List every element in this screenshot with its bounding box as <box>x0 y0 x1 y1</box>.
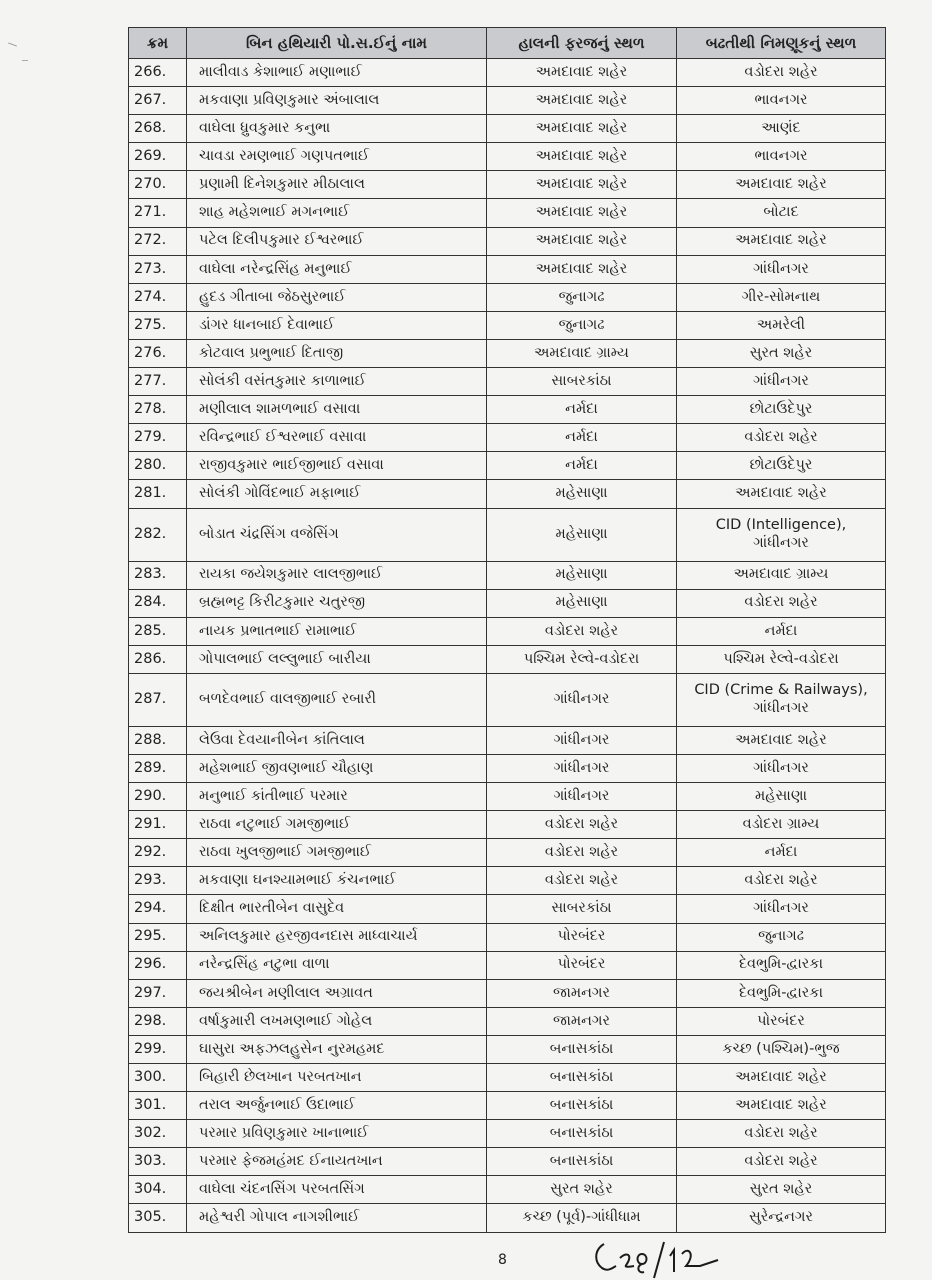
promotion-posting-cell: કચ્છ (પશ્ચિમ)-ભુજ <box>677 1035 886 1063</box>
promotion-posting-cell: મહેસાણા <box>677 783 886 811</box>
officer-name-cell: માલીવાડ કેશાભાઈ મણાભાઈ <box>187 59 487 87</box>
serial-number-cell: 290. <box>129 783 187 811</box>
promotion-posting-line: CID (Crime & Railways), <box>694 682 868 699</box>
current-posting-cell: સાબરકાંઠા <box>487 368 677 396</box>
promotion-posting-cell: અમદાવાદ શહેર <box>677 1092 886 1120</box>
officer-name-cell: બળદેવભાઈ વાલજીભાઈ રબારી <box>187 673 487 726</box>
promotion-posting-cell: વડોદરા શહેર <box>677 1148 886 1176</box>
current-posting-cell: વડોદરા શહેર <box>487 839 677 867</box>
table-row <box>129 561 886 589</box>
officer-name-cell: સોલંકી ગોવિંદભાઈ મફાભાઈ <box>187 480 487 508</box>
serial-number-cell: 289. <box>129 754 187 782</box>
promotion-posting-cell: દેવભુમિ-દ્વારકા <box>677 951 886 979</box>
promotion-posting-cell: ભાવનગર <box>677 87 886 115</box>
serial-number-cell: 282. <box>129 508 187 561</box>
table-row <box>129 452 886 480</box>
officer-name-cell: પરમાર પ્રવિણકુમાર ખાનાભાઈ <box>187 1120 487 1148</box>
officer-name-cell: ઘાસુરા અફઝલહુસેન નુરમહમદ <box>187 1035 487 1063</box>
serial-number-cell: 300. <box>129 1064 187 1092</box>
serial-number-cell: 295. <box>129 923 187 951</box>
current-posting-cell: નર્મદા <box>487 396 677 424</box>
promotion-posting-cell: અમદાવાદ ગ્રામ્ય <box>677 561 886 589</box>
serial-number-cell: 304. <box>129 1176 187 1204</box>
table-row <box>129 283 886 311</box>
table-row <box>129 1204 886 1232</box>
promotion-posting-cell: સુરેન્દ્રનગર <box>677 1204 886 1232</box>
officer-name-cell: નાયક પ્રભાતભાઈ રામાભાઈ <box>187 617 487 645</box>
officer-name-cell: સોલંકી વસંતકુમાર કાળાભાઈ <box>187 368 487 396</box>
serial-number-cell: 288. <box>129 726 187 754</box>
table-row <box>129 783 886 811</box>
table-row <box>129 923 886 951</box>
table-row <box>129 1035 886 1063</box>
table-row <box>129 368 886 396</box>
handwritten-signature <box>590 1232 730 1280</box>
table-row <box>129 895 886 923</box>
officer-name-cell: પરમાર ફેજમહંમદ ઈનાયતખાન <box>187 1148 487 1176</box>
serial-number-cell: 281. <box>129 480 187 508</box>
officer-name-cell: કોટવાલ પ્રભુભાઈ દિતાજી <box>187 339 487 367</box>
officer-name-cell: જયશ્રીબેન મણીલાલ અગ્રાવત <box>187 979 487 1007</box>
promotion-posting-cell: નર્મદા <box>677 617 886 645</box>
current-posting-cell: પશ્ચિમ રેલ્વે-વડોદરા <box>487 645 677 673</box>
officer-name-cell: પ્રણામી દિનેશકુમાર મીઠાલાલ <box>187 171 487 199</box>
officer-name-cell: મહેશભાઈ જીવણભાઈ ચૌહાણ <box>187 754 487 782</box>
current-posting-cell: ગાંધીનગર <box>487 673 677 726</box>
table-row <box>129 255 886 283</box>
table-row <box>129 645 886 673</box>
officer-name-cell: મહેશ્વરી ગોપાલ નાગશીભાઈ <box>187 1204 487 1232</box>
promotion-posting-cell: પોરબંદર <box>677 1007 886 1035</box>
table-header-row <box>129 28 886 59</box>
table-row <box>129 311 886 339</box>
serial-number-cell: 293. <box>129 867 187 895</box>
promotion-posting-cell: અમરેલી <box>677 311 886 339</box>
officer-name-cell: રાઠવા નટુભાઈ ગમજીભાઈ <box>187 811 487 839</box>
current-posting-cell: અમદાવાદ શહેર <box>487 171 677 199</box>
current-posting-cell: ગાંધીનગર <box>487 726 677 754</box>
serial-number-cell: 269. <box>129 143 187 171</box>
table-row <box>129 339 886 367</box>
serial-number-cell: 305. <box>129 1204 187 1232</box>
promotion-posting-cell: વડોદરા શહેર <box>677 1120 886 1148</box>
officer-name-cell: બિહારી છેલખાન પરબતખાન <box>187 1064 487 1092</box>
officer-name-cell: નરેન્દ્રસિંહ નટુભા વાળા <box>187 951 487 979</box>
officer-name-cell: ચાવડા રમણભાઈ ગણપતભાઈ <box>187 143 487 171</box>
serial-number-cell: 275. <box>129 311 187 339</box>
promotion-posting-cell <box>677 673 886 726</box>
serial-number-cell: 270. <box>129 171 187 199</box>
table-row <box>129 87 886 115</box>
serial-number-cell: 297. <box>129 979 187 1007</box>
promotion-posting-cell: અમદાવાદ શહેર <box>677 227 886 255</box>
promotion-posting-cell: વડોદરા શહેર <box>677 59 886 87</box>
current-posting-cell: નર્મદા <box>487 424 677 452</box>
serial-number-cell: 285. <box>129 617 187 645</box>
table-row <box>129 867 886 895</box>
officer-name-cell: અનિલકુમાર હરજીવનદાસ માધ્વાચાર્ય <box>187 923 487 951</box>
promotion-posting-cell: વડોદરા શહેર <box>677 424 886 452</box>
table-row <box>129 839 886 867</box>
current-posting-cell: સાબરકાંઠા <box>487 895 677 923</box>
serial-number-cell: 268. <box>129 115 187 143</box>
officer-name-cell: વાઘેલા ધ્રુવકુમાર કનુભા <box>187 115 487 143</box>
officer-name-cell: બોડાત ચંદ્રસિંગ વજેસિંગ <box>187 508 487 561</box>
promotion-posting-cell: છોટાઉદેપુર <box>677 452 886 480</box>
officer-name-cell: વાઘેલા ચંદનસિંગ પરબતસિંગ <box>187 1176 487 1204</box>
promotion-posting-cell: અમદાવાદ શહેર <box>677 726 886 754</box>
table-row <box>129 227 886 255</box>
current-posting-cell: અમદાવાદ શહેર <box>487 199 677 227</box>
serial-number-cell: 303. <box>129 1148 187 1176</box>
current-posting-cell: પોરબંદર <box>487 951 677 979</box>
serial-number-cell: 287. <box>129 673 187 726</box>
current-posting-cell: કચ્છ (પૂર્વ)-ગાંધીધામ <box>487 1204 677 1232</box>
serial-number-cell: 274. <box>129 283 187 311</box>
officer-name-cell: ગોપાલભાઈ લલ્લુભાઈ બારીયા <box>187 645 487 673</box>
table-body <box>129 59 886 1233</box>
table-row <box>129 1120 886 1148</box>
promotion-posting-table <box>128 27 886 1233</box>
promotion-posting-line: ગાંધીનગર <box>753 534 809 551</box>
current-posting-cell: સુરત શહેર <box>487 1176 677 1204</box>
current-posting-cell: અમદાવાદ શહેર <box>487 255 677 283</box>
table-row <box>129 673 886 726</box>
promotion-posting-cell: ભાવનગર <box>677 143 886 171</box>
promotion-posting-cell: ગાંધીનગર <box>677 255 886 283</box>
promotion-posting-cell: દેવભુમિ-દ્વારકા <box>677 979 886 1007</box>
officer-name-cell: તરાલ અર્જુનભાઈ ઉદાભાઈ <box>187 1092 487 1120</box>
current-posting-cell: વડોદરા શહેર <box>487 867 677 895</box>
promotion-posting-cell: વડોદરા ગ્રામ્ય <box>677 811 886 839</box>
promotion-posting-cell: આણંદ <box>677 115 886 143</box>
scan-mark <box>22 60 28 61</box>
header-promotion-posting: બઢતીથી નિમણૂકનું સ્થળ <box>677 28 886 59</box>
officer-name-cell: રવિન્દ્રભાઈ ઈશ્વરભાઈ વસાવા <box>187 424 487 452</box>
promotion-posting-cell: સુરત શહેર <box>677 1176 886 1204</box>
serial-number-cell: 280. <box>129 452 187 480</box>
table-row <box>129 1148 886 1176</box>
serial-number-cell: 272. <box>129 227 187 255</box>
current-posting-cell: બનાસકાંઠા <box>487 1120 677 1148</box>
officer-name-cell: રાઠવા ખુલજીભાઈ ગમજીભાઈ <box>187 839 487 867</box>
officer-name-cell: વાઘેલા નરેન્દ્રસિંહ મનુભાઈ <box>187 255 487 283</box>
serial-number-cell: 271. <box>129 199 187 227</box>
promotion-posting-cell: ગીર-સોમનાથ <box>677 283 886 311</box>
current-posting-cell: વડોદરા શહેર <box>487 617 677 645</box>
current-posting-cell: વડોદરા શહેર <box>487 811 677 839</box>
current-posting-cell: બનાસકાંઠા <box>487 1148 677 1176</box>
table-row <box>129 726 886 754</box>
page-number: 8 <box>498 1252 507 1268</box>
current-posting-cell: અમદાવાદ ગ્રામ્ય <box>487 339 677 367</box>
table-row <box>129 617 886 645</box>
serial-number-cell: 266. <box>129 59 187 87</box>
serial-number-cell: 284. <box>129 589 187 617</box>
promotion-posting-cell: અમદાવાદ શહેર <box>677 171 886 199</box>
current-posting-cell: ગાંધીનગર <box>487 783 677 811</box>
header-current-posting: હાલની ફરજનું સ્થળ <box>487 28 677 59</box>
serial-number-cell: 301. <box>129 1092 187 1120</box>
serial-number-cell: 286. <box>129 645 187 673</box>
officer-name-cell: પટેલ દિલીપકુમાર ઈશ્વરભાઈ <box>187 227 487 255</box>
promotion-posting-cell: ગાંધીનગર <box>677 754 886 782</box>
current-posting-cell: બનાસકાંઠા <box>487 1092 677 1120</box>
table-row <box>129 951 886 979</box>
table-row <box>129 396 886 424</box>
promotion-posting-cell: નર્મદા <box>677 839 886 867</box>
promotion-posting-cell: ગાંધીનગર <box>677 368 886 396</box>
serial-number-cell: 278. <box>129 396 187 424</box>
current-posting-cell: ગાંધીનગર <box>487 754 677 782</box>
officer-name-cell: હુદડ ગીતાબા જેઠસુરભાઈ <box>187 283 487 311</box>
table-row <box>129 754 886 782</box>
table-row <box>129 199 886 227</box>
current-posting-cell: મહેસાણા <box>487 589 677 617</box>
serial-number-cell: 292. <box>129 839 187 867</box>
current-posting-cell: જામનગર <box>487 979 677 1007</box>
officer-name-cell: દિક્ષીત ભારતીબેન વાસુદેવ <box>187 895 487 923</box>
table-row <box>129 589 886 617</box>
table-row <box>129 115 886 143</box>
serial-number-cell: 294. <box>129 895 187 923</box>
table-row <box>129 1007 886 1035</box>
promotion-posting-cell: સુરત શહેર <box>677 339 886 367</box>
serial-number-cell: 302. <box>129 1120 187 1148</box>
promotion-posting-cell: પશ્ચિમ રેલ્વે-વડોદરા <box>677 645 886 673</box>
promotion-posting-cell: અમદાવાદ શહેર <box>677 1064 886 1092</box>
table-row <box>129 1092 886 1120</box>
current-posting-cell: મહેસાણા <box>487 561 677 589</box>
officer-name-cell: રાજીવકુમાર ભાઈજીભાઈ વસાવા <box>187 452 487 480</box>
serial-number-cell: 296. <box>129 951 187 979</box>
table-row <box>129 480 886 508</box>
promotion-posting-cell: વડોદરા શહેર <box>677 867 886 895</box>
current-posting-cell: અમદાવાદ શહેર <box>487 227 677 255</box>
current-posting-cell: મહેસાણા <box>487 480 677 508</box>
current-posting-cell: બનાસકાંઠા <box>487 1064 677 1092</box>
current-posting-cell: જુનાગઢ <box>487 311 677 339</box>
serial-number-cell: 273. <box>129 255 187 283</box>
table-row <box>129 59 886 87</box>
table-row <box>129 424 886 452</box>
header-name: બિન હથિયારી પો.સ.ઈનું નામ <box>187 28 487 59</box>
current-posting-cell: અમદાવાદ શહેર <box>487 87 677 115</box>
current-posting-cell: બનાસકાંઠા <box>487 1035 677 1063</box>
table-row <box>129 1064 886 1092</box>
current-posting-cell: નર્મદા <box>487 452 677 480</box>
officer-name-cell: મકવાણા પ્રવિણકુમાર અંબાલાલ <box>187 87 487 115</box>
officer-name-cell: મનુભાઈ કાંતીભાઈ પરમાર <box>187 783 487 811</box>
officer-name-cell: લેઉવા દેવયાનીબેન કાંતિલાલ <box>187 726 487 754</box>
serial-number-cell: 283. <box>129 561 187 589</box>
promotion-posting-cell: અમદાવાદ શહેર <box>677 480 886 508</box>
officer-name-cell: શાહ મહેશભાઈ મગનભાઈ <box>187 199 487 227</box>
officer-name-cell: બ્રહ્મભટ્ટ કિરીટકુમાર ચતુરજી <box>187 589 487 617</box>
promotion-posting-cell: જુનાગઢ <box>677 923 886 951</box>
officer-name-cell: રાયકા જયેશકુમાર લાલજીભાઈ <box>187 561 487 589</box>
officer-name-cell: ડાંગર ધાનબાઈ દેવાભાઈ <box>187 311 487 339</box>
promotion-posting-cell: વડોદરા શહેર <box>677 589 886 617</box>
serial-number-cell: 279. <box>129 424 187 452</box>
current-posting-cell: જામનગર <box>487 1007 677 1035</box>
serial-number-cell: 298. <box>129 1007 187 1035</box>
table-row <box>129 979 886 1007</box>
serial-number-cell: 267. <box>129 87 187 115</box>
current-posting-cell: જુનાગઢ <box>487 283 677 311</box>
table-row <box>129 508 886 561</box>
officer-name-cell: મણીલાલ શામળભાઈ વસાવા <box>187 396 487 424</box>
current-posting-cell: પોરબંદર <box>487 923 677 951</box>
current-posting-cell: અમદાવાદ શહેર <box>487 143 677 171</box>
table-row <box>129 171 886 199</box>
table-row <box>129 143 886 171</box>
promotion-posting-line: CID (Intelligence), <box>715 517 847 534</box>
current-posting-cell: અમદાવાદ શહેર <box>487 115 677 143</box>
officer-name-cell: મકવાણા ઘનશ્યામભાઈ કંચનભાઈ <box>187 867 487 895</box>
header-serial: ક્રમ <box>129 28 187 59</box>
promotion-posting-cell: ગાંધીનગર <box>677 895 886 923</box>
promotion-posting-cell: બોટાદ <box>677 199 886 227</box>
serial-number-cell: 276. <box>129 339 187 367</box>
serial-number-cell: 277. <box>129 368 187 396</box>
officer-name-cell: વર્ષાકુમારી લખમણભાઈ ગોહેલ <box>187 1007 487 1035</box>
promotion-posting-cell: છોટાઉદેપુર <box>677 396 886 424</box>
table-row <box>129 811 886 839</box>
current-posting-cell: અમદાવાદ શહેર <box>487 59 677 87</box>
scan-mark <box>8 42 17 46</box>
promotion-posting-line: ગાંધીનગર <box>753 699 809 716</box>
serial-number-cell: 299. <box>129 1035 187 1063</box>
table-row <box>129 1176 886 1204</box>
promotion-posting-cell <box>677 508 886 561</box>
serial-number-cell: 291. <box>129 811 187 839</box>
current-posting-cell: મહેસાણા <box>487 508 677 561</box>
